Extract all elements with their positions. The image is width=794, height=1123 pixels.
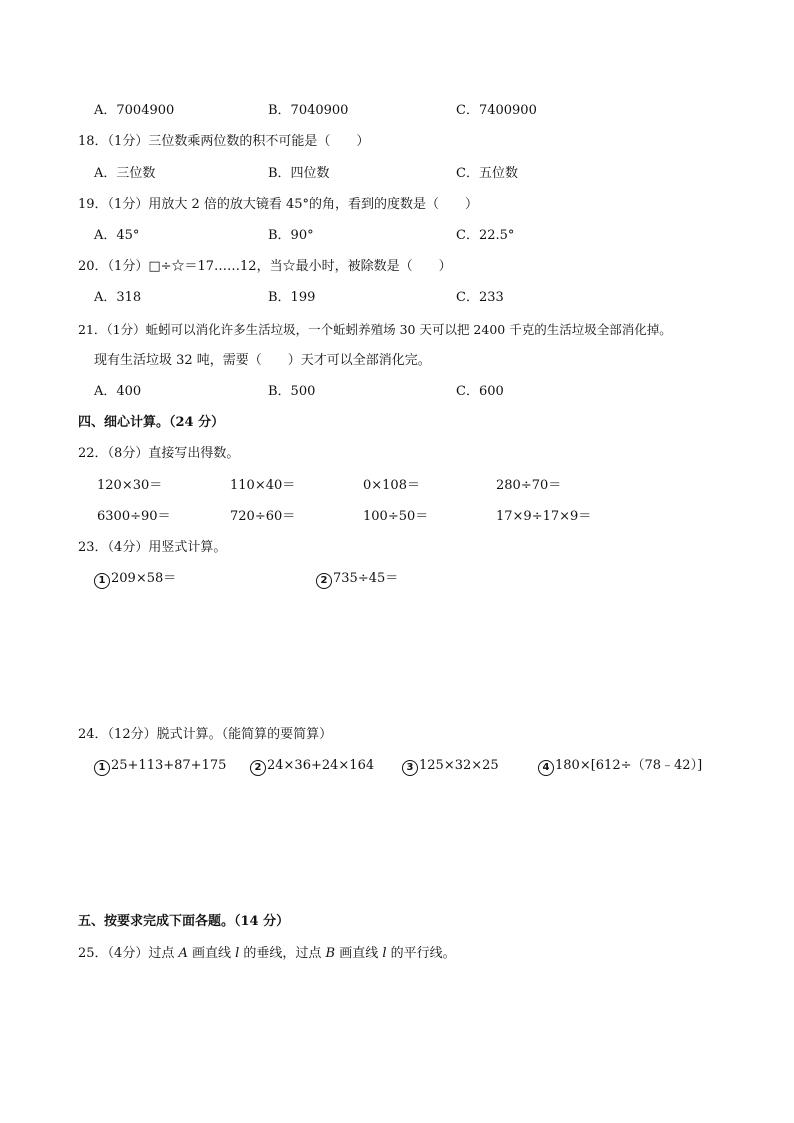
- q22-item: 280÷70＝: [496, 478, 562, 493]
- q21-stem-line2: 现有生活垃圾 32 吨，需要（ ）天才可以全部消化完。: [94, 353, 431, 368]
- point-b-label: B: [325, 946, 336, 961]
- q22-item: 110×40＝: [230, 478, 296, 493]
- q23-item-2: [316, 571, 398, 589]
- q23-stem: 23．（4分）用竖式计算。: [78, 540, 227, 555]
- q19-stem: 19．（1分）用放大 2 倍的放大镜看 45°的角，看到的度数是（ ）: [78, 197, 479, 212]
- q21-stem-line1: 21．（1分）蚯蚓可以消化许多生活垃圾，一个蚯蚓养殖场 30 天可以把 2400 千克的生活垃圾全部消化掉。: [78, 322, 672, 337]
- circled-number: 4: [538, 760, 554, 776]
- q19-option-a: A．45°: [94, 228, 140, 243]
- q24-item-1: [94, 758, 226, 776]
- q25-text: 的平行线。: [386, 946, 456, 961]
- q20-stem: 20．（1分）□÷☆＝17……12，当☆最小时，被除数是（ ）: [78, 259, 452, 274]
- section-5-title: 五、按要求完成下面各题。（14 分）: [78, 914, 290, 929]
- q25-stem: [78, 946, 456, 962]
- q22-stem: 22．（8分）直接写出得数。: [78, 446, 240, 461]
- q25-text: 25．（4分）过点: [78, 946, 179, 961]
- circled-number: 1: [94, 760, 110, 776]
- q18-stem: 18．（1分）三位数乘两位数的积不可能是（ ）: [78, 134, 370, 149]
- q24-item-3: [402, 758, 499, 776]
- q24-expr: 24×36+24×164: [267, 758, 375, 773]
- q18-option-c: C．五位数: [456, 166, 518, 181]
- q23-item-1: [94, 571, 176, 589]
- q25-text: 的垂线，过点: [239, 946, 326, 961]
- q21-option-a: A．400: [94, 384, 142, 399]
- q24-item-2: [250, 758, 374, 776]
- point-a-label: A: [178, 946, 188, 961]
- section-4-title: 四、细心计算。（24 分）: [78, 415, 225, 430]
- circled-number: 2: [316, 573, 332, 589]
- q25-text: 画直线: [335, 946, 383, 961]
- q22-item: 0×108＝: [363, 478, 420, 493]
- q22-item: 100÷50＝: [363, 509, 429, 524]
- q24-expr: 125×32×25: [419, 758, 499, 773]
- q24-expr: 180×[612÷（78﹣42）]: [555, 758, 703, 773]
- q24-item-4: [538, 758, 702, 776]
- circled-number: 3: [402, 760, 418, 776]
- q17-option-a: A．7004900: [94, 103, 175, 118]
- q22-item: 6300÷90＝: [97, 509, 171, 524]
- q22-item: 120×30＝: [97, 478, 163, 493]
- q19-option-c: C．22.5°: [456, 228, 515, 243]
- q17-option-b: B．7040900: [268, 103, 349, 118]
- q17-option-c: C．7400900: [456, 103, 537, 118]
- q24-expr: 25+113+87+175: [111, 758, 227, 773]
- q20-option-b: B．199: [268, 290, 316, 305]
- q18-option-a: A．三位数: [94, 166, 156, 181]
- q22-item: 720÷60＝: [230, 509, 296, 524]
- q21-option-b: B．500: [268, 384, 316, 399]
- q23-expr: 735÷45＝: [333, 571, 399, 586]
- line-l-label: l: [235, 946, 240, 961]
- q22-item: 17×9÷17×9＝: [496, 509, 592, 524]
- q19-option-b: B．90°: [268, 228, 314, 243]
- q20-option-a: A．318: [94, 290, 142, 305]
- circled-number: 2: [250, 760, 266, 776]
- q18-option-b: B．四位数: [268, 166, 330, 181]
- circled-number: 1: [94, 573, 110, 589]
- q23-expr: 209×58＝: [111, 571, 177, 586]
- q24-stem: 24．（12分）脱式计算。（能简算的要简算）: [78, 727, 333, 742]
- q20-option-c: C．233: [456, 290, 504, 305]
- q21-option-c: C．600: [456, 384, 504, 399]
- q25-text: 画直线: [187, 946, 236, 961]
- line-l-label: l: [382, 946, 387, 961]
